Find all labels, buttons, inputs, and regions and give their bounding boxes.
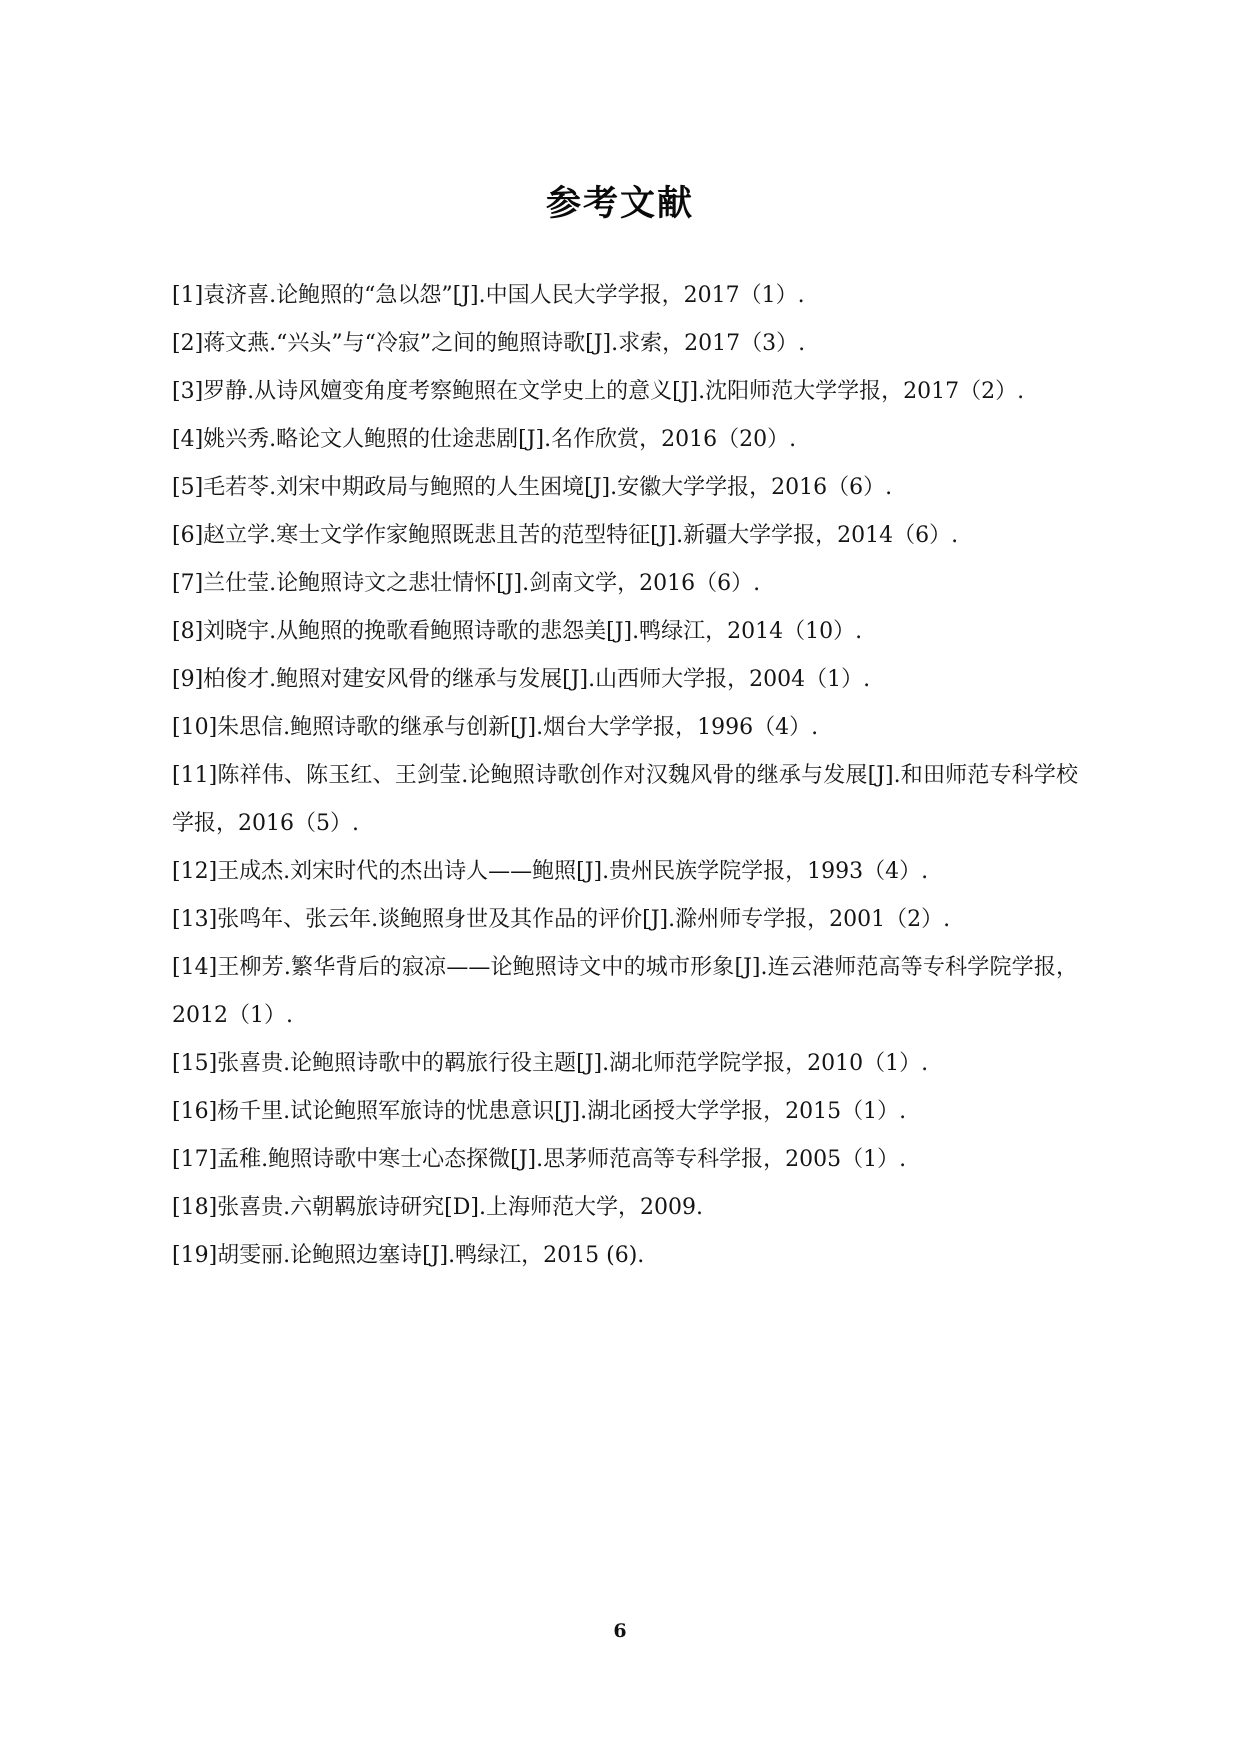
reference-item-15: [15]张喜贵.论鲍照诗歌中的羁旅行役主题[J].湖北师范学院学报，2010（1）. (172, 1051, 929, 1076)
page-title: 参考文献 (545, 183, 694, 224)
reference-item-11: [11]陈祥伟、陈玉红、王剑莹.论鲍照诗歌创作对汉魏风骨的继承与发展[J].和田师范专科学校学报，2016（5）. (172, 763, 1078, 836)
reference-item-10: [10]朱思信.鲍照诗歌的继承与创新[J].烟台大学学报，1996（4）. (172, 715, 819, 740)
reference-item-19: [19]胡雯丽.论鲍照边塞诗[J].鸭绿江，2015 (6). (172, 1243, 645, 1268)
reference-item-17: [17]孟稚.鲍照诗歌中寒士心态探微[J].思茅师范高等专科学报，2005（1）. (172, 1147, 907, 1172)
reference-item-9: [9]柏俊才.鲍照对建安风骨的继承与发展[J].山西师大学报，2004（1）. (172, 667, 871, 692)
reference-item-14: [14]王柳芳.繁华背后的寂凉——论鲍照诗文中的城市形象[J].连云港师范高等专科学院学报，2012（1）. (172, 955, 1078, 1028)
reference-item-7: [7]兰仕莹.论鲍照诗文之悲壮情怀[J].剑南文学，2016（6）. (172, 571, 761, 596)
reference-item-8: [8]刘晓宇.从鲍照的挽歌看鲍照诗歌的悲怨美[J].鸭绿江，2014（10）. (172, 619, 863, 644)
reference-item-12: [12]王成杰.刘宋时代的杰出诗人——鲍照[J].贵州民族学院学报，1993（4）. (172, 859, 929, 884)
reference-item-4: [4]姚兴秀.略论文人鲍照的仕途悲剧[J].名作欣赏，2016（20）. (172, 427, 797, 452)
reference-item-1: [1]袁济喜.论鲍照的“急以怨”[J].中国人民大学学报，2017（1）. (172, 283, 805, 308)
reference-item-6: [6]赵立学.寒士文学作家鲍照既悲且苦的范型特征[J].新疆大学学报，2014（6）. (172, 523, 959, 548)
reference-list (172, 272, 1078, 1280)
reference-item-3: [3]罗静.从诗风嬗变角度考察鲍照在文学史上的意义[J].沈阳师范大学学报，2017（2）. (172, 379, 1025, 404)
reference-item-2: [2]蒋文燕.“兴头”与“冷寂”之间的鲍照诗歌[J].求索，2017（3）. (172, 331, 806, 356)
reference-item-13: [13]张鸣年、张云年.谈鲍照身世及其作品的评价[J].滁州师专学报，2001（2）. (172, 907, 951, 932)
reference-item-16: [16]杨千里.试论鲍照军旅诗的忧患意识[J].湖北函授大学学报，2015（1）. (172, 1099, 907, 1124)
page-number: 6 (613, 1620, 627, 1642)
reference-item-18: [18]张喜贵.六朝羁旅诗研究[D].上海师范大学，2009. (172, 1195, 703, 1220)
reference-item-5: [5]毛若苓.刘宋中期政局与鲍照的人生困境[J].安徽大学学报，2016（6）. (172, 475, 893, 500)
